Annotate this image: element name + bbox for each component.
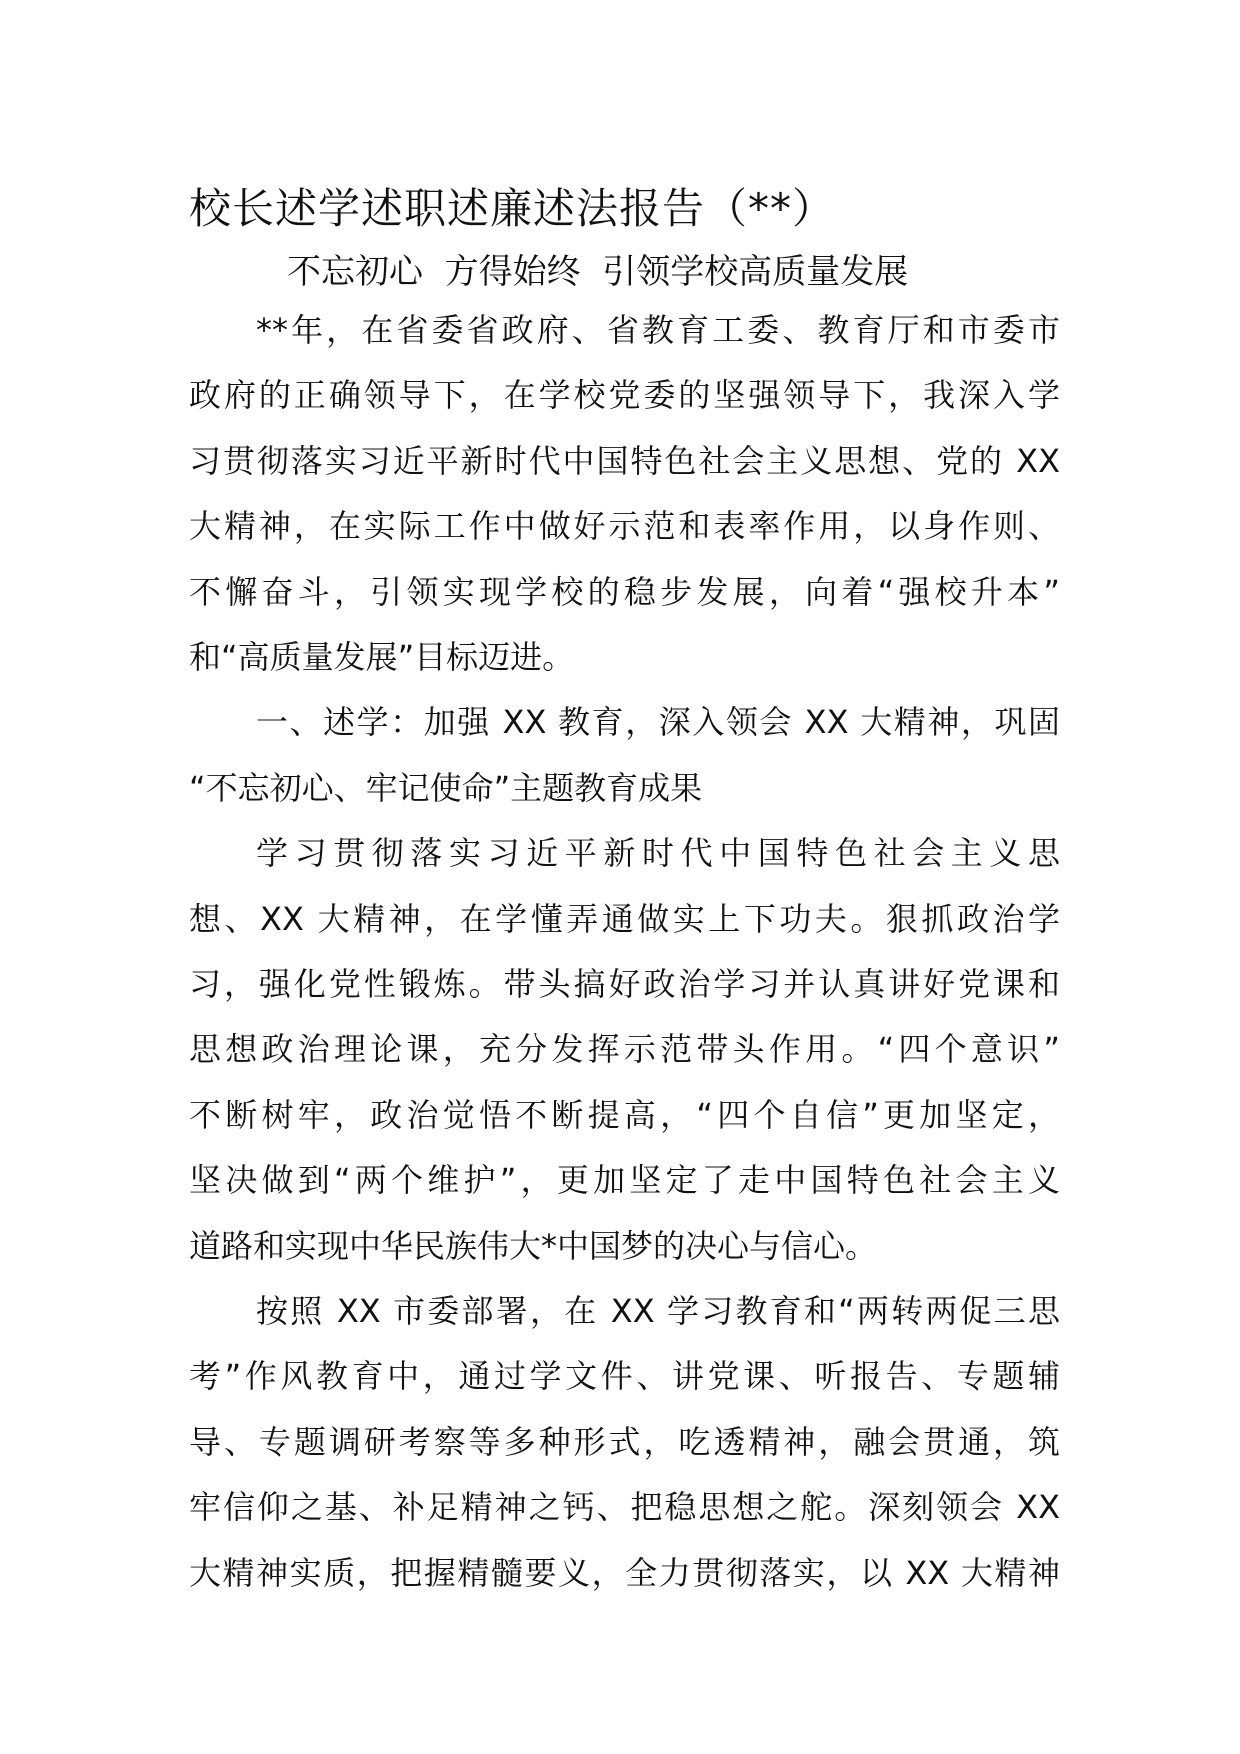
body-text-line: 一、述学：加强 XX 教育，深入领会 XX 大精神，巩固: [256, 703, 1060, 742]
document-title: 校长述学述职述廉述法报告（**）: [189, 184, 836, 233]
body-text-line: 不断树牢，政治觉悟不断提高，“四个自信”更加坚定，: [189, 1095, 1060, 1134]
body-text-line: 导、专题调研考察等多种形式，吃透精神，融会贯通，筑: [189, 1422, 1060, 1461]
body-text-line: 习，强化党性锻炼。带头搞好政治学习并认真讲好党课和: [189, 965, 1060, 1003]
body-text-line: 思想政治理论课，充分发挥示范带头作用。“四个意识”: [189, 1030, 1060, 1069]
body-text-line: 牢信仰之基、补足精神之钙、把稳思想之舵。深刻领会 XX: [189, 1488, 1060, 1527]
body-text-line: 按照 XX 市委部署，在 XX 学习教育和“两转两促三思: [256, 1292, 1060, 1330]
body-text-line: **年，在省委省政府、省教育工委、教育厅和市委市: [256, 311, 1060, 349]
body-text-line: 考”作风教育中，通过学文件、讲党课、听报告、专题辅: [189, 1357, 1060, 1396]
body-text-line: 不懈奋斗，引领实现学校的稳步发展，向着“强校升本”: [189, 572, 1060, 611]
body-text-line: 学习贯彻落实习近平新时代中国特色社会主义思: [256, 834, 1060, 873]
body-text-line: 和“高质量发展”目标迈进。: [189, 638, 575, 676]
body-text-line: 大精神，在实际工作中做好示范和表率作用，以身作则、: [189, 507, 1060, 546]
body-text-line: 大精神实质，把握精髓要义，全力贯彻落实，以 XX 大精神: [189, 1553, 1060, 1592]
body-text-line: 政府的正确领导下，在学校党委的坚强领导下，我深入学: [189, 376, 1060, 415]
body-text-line: 坚决做到“两个维护”，更加坚定了走中国特色社会主义: [189, 1161, 1060, 1200]
body-text-line: 想、XX 大精神，在学懂弄通做实上下功夫。狠抓政治学: [189, 899, 1060, 938]
body-text-line: “不忘初心、牢记使命”主题教育成果: [189, 768, 703, 807]
document-subtitle: 不忘初心 方得始终 引领学校高质量发展: [287, 252, 909, 292]
body-text-line: 习贯彻落实习近平新时代中国特色社会主义思想、党的 XX: [189, 441, 1060, 480]
body-text-line: 道路和实现中华民族伟大*中国梦的决心与信心。: [189, 1226, 878, 1265]
